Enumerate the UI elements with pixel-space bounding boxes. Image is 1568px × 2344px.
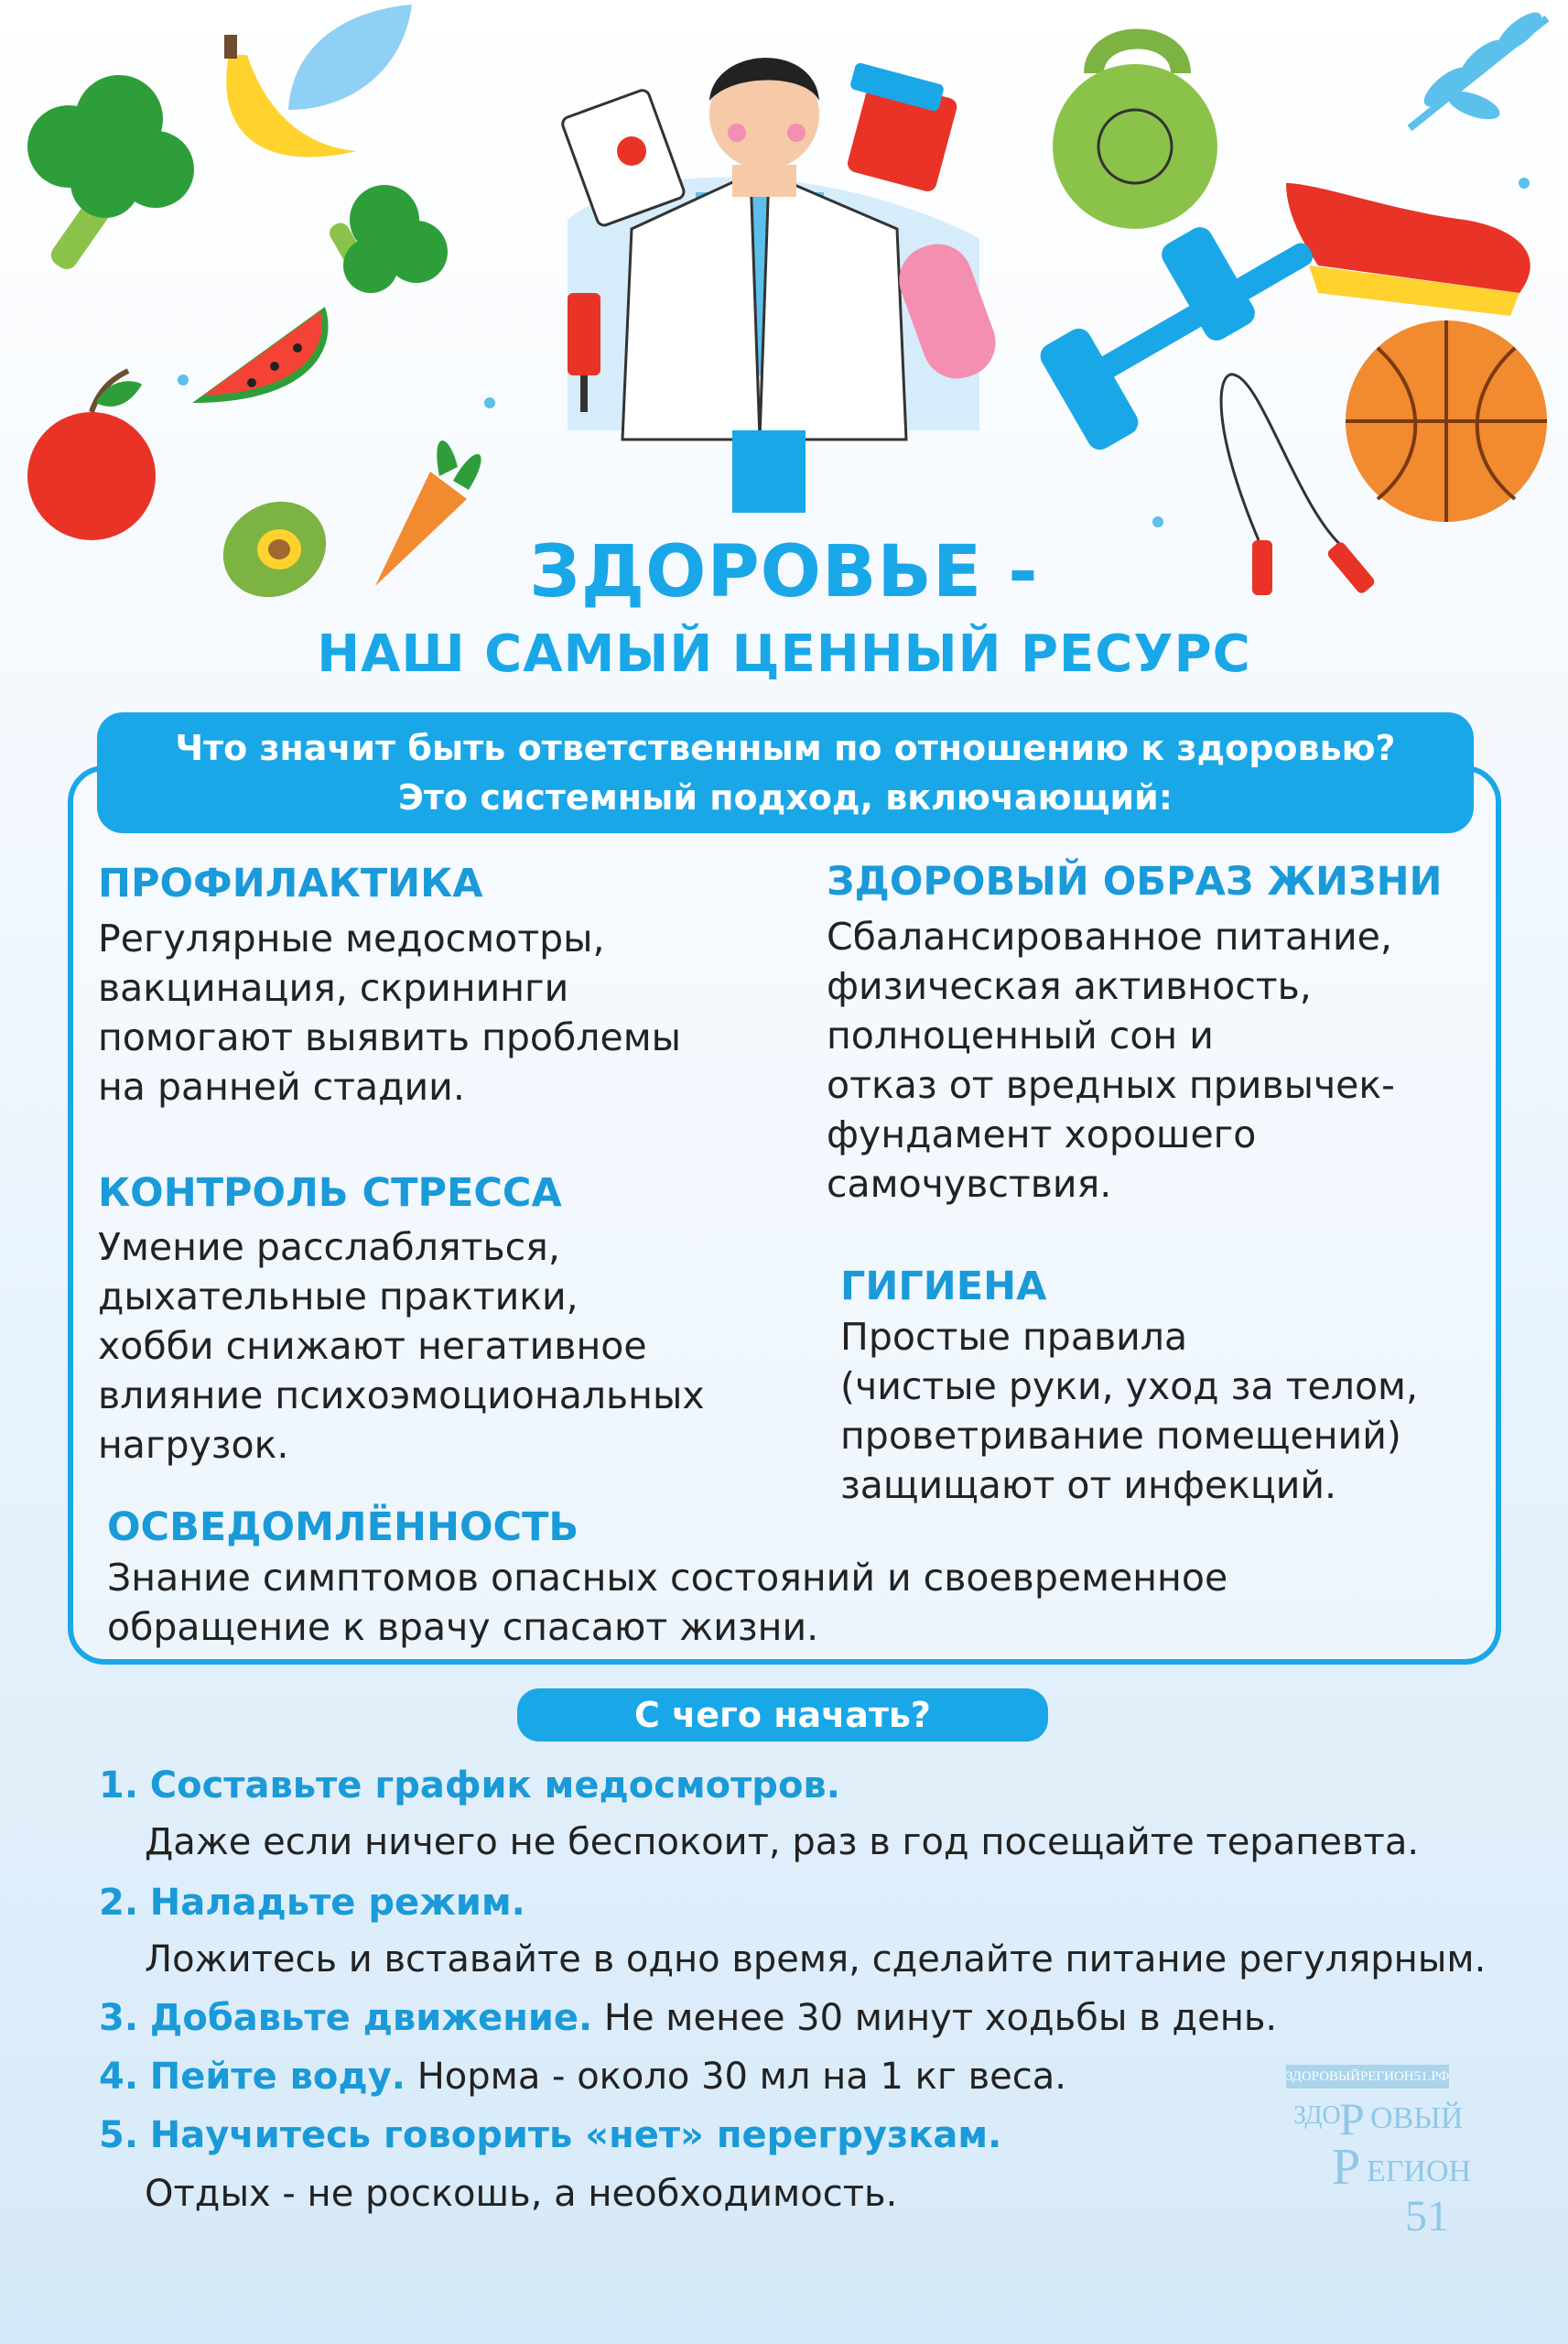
start-pill: С чего начать? [517, 1688, 1048, 1742]
logo-word2-big: Р [1332, 2139, 1361, 2196]
step-5-sub: Отдых - не роскошь, а необходимость. [145, 2173, 898, 2215]
step-2 [99, 1879, 525, 1926]
hygiene-heading: ГИГИЕНА [840, 1264, 1047, 1309]
logo-number: 51 [1405, 2192, 1449, 2241]
logo-word1-small: ЗДО [1293, 2101, 1341, 2130]
logo-word2-rest: ЕГИОН [1367, 2154, 1472, 2188]
kettlebell-icon [1053, 39, 1217, 230]
step-1-title: Составьте график медосмотров. [149, 1764, 840, 1807]
step-1 [99, 1762, 840, 1809]
broccoli-small-icon [326, 185, 448, 293]
region-logo [1286, 2065, 1472, 2248]
sneaker-icon [1286, 183, 1530, 316]
logo-word1-rest: ОВЫЙ [1370, 2101, 1464, 2135]
lifestyle-text: Сбалансированное питание, физическая активность, полноценный сон и отказ от вредных привычек- фундамент хорошего самочувствия. [827, 915, 1395, 1206]
broccoli-icon [27, 75, 194, 274]
stress-text: Умение расслабляться, дыхательные практики, хобби снижают негативное влияние психоэмоциональных нагрузок. [98, 1225, 705, 1467]
prevention-heading: ПРОФИЛАКТИКА [98, 861, 483, 906]
step-3-number: 3. [99, 1997, 139, 2039]
logo-word1-big: Р [1339, 2093, 1365, 2144]
step-3-title: Добавьте движение. [149, 1997, 593, 2039]
step-3 [99, 1994, 1277, 2042]
stress-heading: КОНТРОЛЬ СТРЕССА [98, 1170, 562, 1216]
step-4-title: Пейте воду. [149, 2056, 406, 2098]
awareness-text: Знание симптомов опасных состояний и своевременное обращение к врачу спасают жизни. [107, 1556, 1228, 1649]
step-2-number: 2. [99, 1882, 139, 1924]
page-title: ЗДОРОВЬЕ - [529, 531, 1039, 613]
pill-jar-icon [846, 62, 959, 194]
watermelon-icon [192, 307, 329, 403]
step-3-tail: Не менее 30 минут ходьбы в день. [592, 1997, 1278, 2039]
dumbbell-icon [1036, 222, 1316, 454]
step-4 [99, 2053, 1066, 2100]
page-subtitle: НАШ САМЫЙ ЦЕННЫЙ РЕСУРС [317, 624, 1251, 684]
step-1-number: 1. [99, 1764, 139, 1807]
banner-line-2: Это системный подход, включающий: [397, 777, 1173, 818]
step-4-number: 4. [99, 2056, 139, 2098]
step-5-number: 5. [99, 2114, 139, 2156]
hygiene-text: Простые правила (чистые руки, уход за телом, проветривание помещений) защищают от инфекций. [840, 1315, 1418, 1507]
awareness-heading: ОСВЕДОМЛЁННОСТЬ [107, 1504, 579, 1550]
question-banner [97, 712, 1474, 833]
step-2-title: Наладьте режим. [149, 1882, 525, 1924]
basketball-icon [1346, 320, 1547, 522]
step-5-title: Научитесь говорить «нет» перегрузкам. [149, 2114, 1002, 2156]
logo-site: ЗДОРОВЫЙРЕГИОН51.РФ [1286, 2065, 1449, 2089]
step-5 [99, 2111, 1001, 2159]
apple-icon [27, 371, 156, 540]
lifestyle-heading: ЗДОРОВЫЙ ОБРАЗ ЖИЗНИ [827, 859, 1443, 905]
step-1-sub: Даже если ничего не беспокоит, раз в год посещайте терапевта. [145, 1821, 1420, 1863]
prevention-text: Регулярные медосмотры, вакцинация, скрининги помогают выявить проблемы на ранней стадии. [98, 917, 682, 1109]
branch-icon [1410, 6, 1548, 128]
step-4-tail: Норма - около 30 мл на 1 кг веса. [406, 2056, 1066, 2098]
banner-line-1: Что значит быть ответственным по отношению к здоровью? [175, 728, 1396, 768]
leaf-icon [288, 5, 412, 110]
step-2-sub: Ложитесь и вставайте в одно время, сделайте питание регулярным. [145, 1938, 1487, 1980]
